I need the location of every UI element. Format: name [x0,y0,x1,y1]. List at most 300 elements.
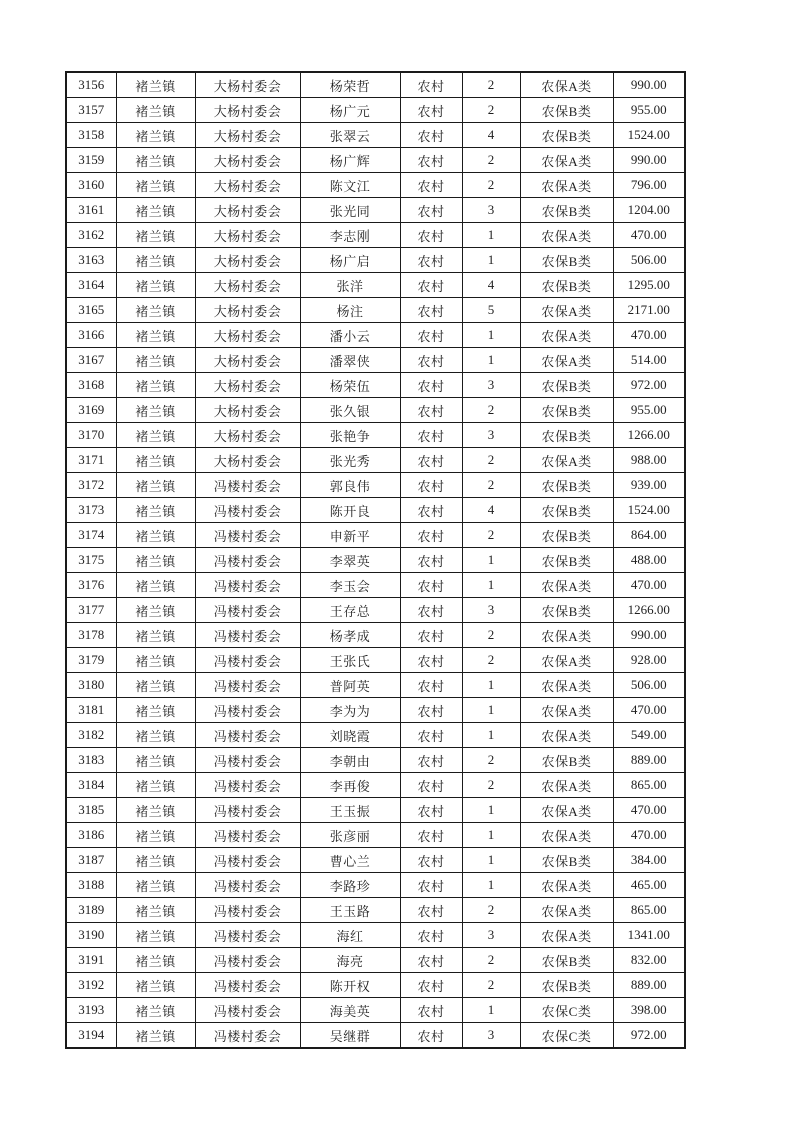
cell-village-committee: 大杨村委会 [195,223,300,248]
cell-serial-number: 3160 [66,173,116,198]
cell-town: 褚兰镇 [116,573,195,598]
table-row [66,823,685,848]
cell-person-count: 5 [462,298,520,323]
cell-residence-type: 农村 [400,373,462,398]
table-row [66,348,685,373]
cell-town: 褚兰镇 [116,473,195,498]
cell-village-committee: 大杨村委会 [195,148,300,173]
cell-serial-number: 3175 [66,548,116,573]
cell-town: 褚兰镇 [116,1023,195,1049]
cell-village-committee: 大杨村委会 [195,273,300,298]
cell-village-committee: 大杨村委会 [195,123,300,148]
cell-person-count: 2 [462,398,520,423]
cell-serial-number: 3163 [66,248,116,273]
table-row [66,423,685,448]
cell-residence-type: 农村 [400,423,462,448]
cell-residence-type: 农村 [400,973,462,998]
cell-serial-number: 3167 [66,348,116,373]
cell-town: 褚兰镇 [116,148,195,173]
cell-serial-number: 3187 [66,848,116,873]
cell-village-committee: 冯楼村委会 [195,923,300,948]
cell-person-name: 杨荣哲 [300,72,400,98]
cell-serial-number: 3171 [66,448,116,473]
table-row [66,898,685,923]
cell-serial-number: 3192 [66,973,116,998]
cell-serial-number: 3178 [66,623,116,648]
cell-amount: 988.00 [613,448,685,473]
cell-serial-number: 3182 [66,723,116,748]
cell-residence-type: 农村 [400,898,462,923]
cell-serial-number: 3189 [66,898,116,923]
cell-insurance-category: 农保B类 [520,473,613,498]
cell-amount: 470.00 [613,698,685,723]
cell-person-name: 曹心兰 [300,848,400,873]
cell-village-committee: 大杨村委会 [195,398,300,423]
cell-amount: 1295.00 [613,273,685,298]
cell-amount: 470.00 [613,573,685,598]
table-row [66,173,685,198]
cell-village-committee: 大杨村委会 [195,348,300,373]
table-row [66,748,685,773]
cell-village-committee: 冯楼村委会 [195,598,300,623]
cell-town: 褚兰镇 [116,998,195,1023]
cell-person-name: 郭良伟 [300,473,400,498]
cell-village-committee: 大杨村委会 [195,248,300,273]
cell-village-committee: 冯楼村委会 [195,573,300,598]
cell-serial-number: 3157 [66,98,116,123]
cell-residence-type: 农村 [400,1023,462,1049]
cell-serial-number: 3161 [66,198,116,223]
cell-town: 褚兰镇 [116,598,195,623]
table-row [66,623,685,648]
table-row [66,598,685,623]
cell-town: 褚兰镇 [116,723,195,748]
cell-insurance-category: 农保B类 [520,498,613,523]
cell-residence-type: 农村 [400,598,462,623]
cell-person-name: 杨荣伍 [300,373,400,398]
cell-insurance-category: 农保A类 [520,798,613,823]
cell-residence-type: 农村 [400,72,462,98]
cell-serial-number: 3188 [66,873,116,898]
table-row [66,548,685,573]
cell-serial-number: 3170 [66,423,116,448]
table-row [66,673,685,698]
cell-serial-number: 3162 [66,223,116,248]
cell-amount: 384.00 [613,848,685,873]
cell-residence-type: 农村 [400,673,462,698]
cell-residence-type: 农村 [400,223,462,248]
cell-person-name: 王张氏 [300,648,400,673]
cell-serial-number: 3168 [66,373,116,398]
cell-insurance-category: 农保A类 [520,923,613,948]
cell-town: 褚兰镇 [116,198,195,223]
cell-insurance-category: 农保A类 [520,623,613,648]
cell-insurance-category: 农保A类 [520,323,613,348]
cell-village-committee: 大杨村委会 [195,448,300,473]
cell-amount: 928.00 [613,648,685,673]
cell-person-name: 海亮 [300,948,400,973]
cell-person-name: 李为为 [300,698,400,723]
cell-insurance-category: 农保B类 [520,398,613,423]
cell-amount: 796.00 [613,173,685,198]
cell-amount: 889.00 [613,748,685,773]
cell-person-name: 吴继群 [300,1023,400,1049]
cell-village-committee: 冯楼村委会 [195,948,300,973]
cell-residence-type: 农村 [400,723,462,748]
cell-person-count: 2 [462,448,520,473]
cell-village-committee: 冯楼村委会 [195,823,300,848]
cell-town: 褚兰镇 [116,448,195,473]
table-row [66,123,685,148]
cell-town: 褚兰镇 [116,173,195,198]
cell-village-committee: 冯楼村委会 [195,523,300,548]
cell-insurance-category: 农保B类 [520,973,613,998]
cell-town: 褚兰镇 [116,748,195,773]
cell-amount: 398.00 [613,998,685,1023]
cell-town: 褚兰镇 [116,123,195,148]
cell-insurance-category: 农保B类 [520,423,613,448]
cell-town: 褚兰镇 [116,948,195,973]
cell-amount: 972.00 [613,1023,685,1049]
table-row [66,873,685,898]
table-row [66,223,685,248]
table-row [66,773,685,798]
cell-person-count: 1 [462,348,520,373]
cell-village-committee: 大杨村委会 [195,373,300,398]
table-row [66,198,685,223]
cell-serial-number: 3179 [66,648,116,673]
cell-insurance-category: 农保A类 [520,873,613,898]
cell-town: 褚兰镇 [116,823,195,848]
cell-person-count: 2 [462,948,520,973]
cell-residence-type: 农村 [400,948,462,973]
cell-person-name: 普阿英 [300,673,400,698]
payment-table [65,71,686,1049]
cell-person-count: 2 [462,773,520,798]
cell-amount: 1266.00 [613,423,685,448]
cell-serial-number: 3181 [66,698,116,723]
cell-village-committee: 大杨村委会 [195,323,300,348]
cell-village-committee: 冯楼村委会 [195,673,300,698]
cell-insurance-category: 农保C类 [520,1023,613,1049]
cell-serial-number: 3180 [66,673,116,698]
cell-amount: 889.00 [613,973,685,998]
cell-town: 褚兰镇 [116,323,195,348]
cell-serial-number: 3194 [66,1023,116,1049]
cell-insurance-category: 农保A类 [520,648,613,673]
cell-serial-number: 3183 [66,748,116,773]
cell-amount: 955.00 [613,98,685,123]
cell-person-name: 张久银 [300,398,400,423]
table-row [66,72,685,98]
cell-serial-number: 3186 [66,823,116,848]
cell-town: 褚兰镇 [116,273,195,298]
cell-residence-type: 农村 [400,798,462,823]
cell-person-count: 2 [462,98,520,123]
cell-village-committee: 冯楼村委会 [195,873,300,898]
cell-insurance-category: 农保B类 [520,748,613,773]
cell-town: 褚兰镇 [116,223,195,248]
cell-amount: 488.00 [613,548,685,573]
cell-amount: 939.00 [613,473,685,498]
cell-person-count: 4 [462,273,520,298]
cell-town: 褚兰镇 [116,973,195,998]
cell-serial-number: 3193 [66,998,116,1023]
table-row [66,523,685,548]
cell-person-name: 陈开良 [300,498,400,523]
cell-village-committee: 大杨村委会 [195,72,300,98]
cell-person-count: 3 [462,598,520,623]
cell-insurance-category: 农保B类 [520,273,613,298]
table-body [66,72,685,1048]
cell-serial-number: 3190 [66,923,116,948]
table-row [66,973,685,998]
cell-residence-type: 农村 [400,248,462,273]
cell-village-committee: 冯楼村委会 [195,698,300,723]
table-row [66,98,685,123]
cell-village-committee: 冯楼村委会 [195,1023,300,1049]
cell-town: 褚兰镇 [116,373,195,398]
cell-amount: 549.00 [613,723,685,748]
cell-insurance-category: 农保B类 [520,198,613,223]
table-row [66,573,685,598]
cell-person-count: 3 [462,923,520,948]
cell-insurance-category: 农保B类 [520,248,613,273]
cell-insurance-category: 农保B类 [520,598,613,623]
cell-person-count: 1 [462,248,520,273]
cell-serial-number: 3185 [66,798,116,823]
cell-insurance-category: 农保B类 [520,123,613,148]
table-row [66,723,685,748]
cell-amount: 865.00 [613,773,685,798]
table-row [66,648,685,673]
table-row [66,698,685,723]
cell-person-count: 2 [462,523,520,548]
cell-insurance-category: 农保A类 [520,298,613,323]
cell-town: 褚兰镇 [116,348,195,373]
cell-person-count: 4 [462,498,520,523]
cell-person-name: 海红 [300,923,400,948]
cell-serial-number: 3169 [66,398,116,423]
cell-serial-number: 3176 [66,573,116,598]
cell-insurance-category: 农保A类 [520,573,613,598]
cell-serial-number: 3172 [66,473,116,498]
cell-amount: 470.00 [613,223,685,248]
cell-village-committee: 冯楼村委会 [195,623,300,648]
table-row [66,948,685,973]
cell-amount: 514.00 [613,348,685,373]
table-row [66,498,685,523]
cell-town: 褚兰镇 [116,398,195,423]
cell-town: 褚兰镇 [116,423,195,448]
cell-residence-type: 农村 [400,198,462,223]
cell-residence-type: 农村 [400,848,462,873]
cell-amount: 832.00 [613,948,685,973]
cell-residence-type: 农村 [400,923,462,948]
cell-amount: 972.00 [613,373,685,398]
cell-serial-number: 3156 [66,72,116,98]
cell-amount: 1204.00 [613,198,685,223]
cell-insurance-category: 农保B类 [520,848,613,873]
cell-town: 褚兰镇 [116,248,195,273]
cell-town: 褚兰镇 [116,798,195,823]
cell-town: 褚兰镇 [116,923,195,948]
cell-residence-type: 农村 [400,323,462,348]
cell-insurance-category: 农保B类 [520,948,613,973]
cell-serial-number: 3159 [66,148,116,173]
cell-person-count: 1 [462,573,520,598]
table-row [66,848,685,873]
cell-amount: 990.00 [613,623,685,648]
cell-insurance-category: 农保C类 [520,998,613,1023]
cell-amount: 506.00 [613,248,685,273]
cell-person-count: 2 [462,748,520,773]
cell-serial-number: 3158 [66,123,116,148]
cell-insurance-category: 农保A类 [520,723,613,748]
cell-amount: 470.00 [613,798,685,823]
cell-residence-type: 农村 [400,748,462,773]
cell-insurance-category: 农保A类 [520,448,613,473]
cell-person-count: 2 [462,973,520,998]
cell-insurance-category: 农保A类 [520,698,613,723]
cell-person-name: 张光秀 [300,448,400,473]
cell-residence-type: 农村 [400,623,462,648]
cell-town: 褚兰镇 [116,498,195,523]
cell-insurance-category: 农保A类 [520,898,613,923]
cell-town: 褚兰镇 [116,72,195,98]
cell-amount: 865.00 [613,898,685,923]
cell-residence-type: 农村 [400,548,462,573]
cell-amount: 990.00 [613,72,685,98]
cell-village-committee: 冯楼村委会 [195,973,300,998]
cell-village-committee: 冯楼村委会 [195,848,300,873]
cell-person-name: 杨广辉 [300,148,400,173]
cell-town: 褚兰镇 [116,673,195,698]
table-row [66,923,685,948]
cell-amount: 1266.00 [613,598,685,623]
cell-village-committee: 冯楼村委会 [195,498,300,523]
cell-person-count: 2 [462,72,520,98]
cell-village-committee: 冯楼村委会 [195,898,300,923]
cell-residence-type: 农村 [400,698,462,723]
cell-serial-number: 3165 [66,298,116,323]
cell-person-name: 申新平 [300,523,400,548]
cell-insurance-category: 农保A类 [520,823,613,848]
cell-serial-number: 3174 [66,523,116,548]
cell-person-name: 李志刚 [300,223,400,248]
cell-person-name: 刘晓霞 [300,723,400,748]
cell-person-count: 2 [462,148,520,173]
cell-amount: 1341.00 [613,923,685,948]
cell-town: 褚兰镇 [116,873,195,898]
cell-serial-number: 3166 [66,323,116,348]
cell-village-committee: 大杨村委会 [195,198,300,223]
cell-village-committee: 大杨村委会 [195,98,300,123]
cell-village-committee: 冯楼村委会 [195,648,300,673]
cell-person-name: 李再俊 [300,773,400,798]
cell-insurance-category: 农保B类 [520,523,613,548]
cell-person-count: 1 [462,723,520,748]
cell-amount: 470.00 [613,823,685,848]
cell-residence-type: 农村 [400,448,462,473]
cell-person-name: 张艳争 [300,423,400,448]
cell-village-committee: 冯楼村委会 [195,798,300,823]
cell-person-count: 2 [462,648,520,673]
cell-person-name: 杨广启 [300,248,400,273]
cell-insurance-category: 农保B类 [520,98,613,123]
cell-person-count: 3 [462,198,520,223]
cell-person-count: 1 [462,323,520,348]
table-row [66,273,685,298]
cell-residence-type: 农村 [400,573,462,598]
cell-village-committee: 冯楼村委会 [195,723,300,748]
cell-person-count: 1 [462,848,520,873]
cell-residence-type: 农村 [400,298,462,323]
cell-amount: 2171.00 [613,298,685,323]
cell-person-name: 李翠英 [300,548,400,573]
cell-person-name: 陈文江 [300,173,400,198]
cell-residence-type: 农村 [400,348,462,373]
cell-person-count: 4 [462,123,520,148]
cell-serial-number: 3177 [66,598,116,623]
table-row [66,373,685,398]
cell-person-name: 李朝由 [300,748,400,773]
cell-amount: 465.00 [613,873,685,898]
cell-residence-type: 农村 [400,398,462,423]
cell-person-name: 王玉振 [300,798,400,823]
cell-insurance-category: 农保A类 [520,223,613,248]
table-row [66,448,685,473]
cell-residence-type: 农村 [400,98,462,123]
cell-amount: 1524.00 [613,498,685,523]
cell-residence-type: 农村 [400,773,462,798]
cell-person-count: 3 [462,373,520,398]
cell-residence-type: 农村 [400,273,462,298]
cell-person-count: 1 [462,998,520,1023]
cell-person-name: 张翠云 [300,123,400,148]
cell-person-count: 2 [462,173,520,198]
cell-village-committee: 冯楼村委会 [195,473,300,498]
cell-town: 褚兰镇 [116,548,195,573]
table-row [66,1023,685,1049]
cell-person-count: 2 [462,898,520,923]
cell-person-count: 1 [462,823,520,848]
cell-person-name: 杨孝成 [300,623,400,648]
cell-town: 褚兰镇 [116,298,195,323]
cell-village-committee: 大杨村委会 [195,298,300,323]
cell-town: 褚兰镇 [116,773,195,798]
cell-village-committee: 冯楼村委会 [195,548,300,573]
cell-person-name: 张光同 [300,198,400,223]
cell-person-name: 王存总 [300,598,400,623]
cell-person-count: 1 [462,798,520,823]
cell-serial-number: 3164 [66,273,116,298]
cell-residence-type: 农村 [400,523,462,548]
cell-person-name: 海美英 [300,998,400,1023]
cell-residence-type: 农村 [400,123,462,148]
cell-town: 褚兰镇 [116,698,195,723]
cell-amount: 470.00 [613,323,685,348]
table-row [66,323,685,348]
cell-residence-type: 农村 [400,873,462,898]
cell-insurance-category: 农保A类 [520,673,613,698]
table-row [66,148,685,173]
cell-residence-type: 农村 [400,648,462,673]
cell-insurance-category: 农保B类 [520,373,613,398]
cell-person-name: 陈开权 [300,973,400,998]
cell-insurance-category: 农保B类 [520,548,613,573]
cell-insurance-category: 农保A类 [520,348,613,373]
